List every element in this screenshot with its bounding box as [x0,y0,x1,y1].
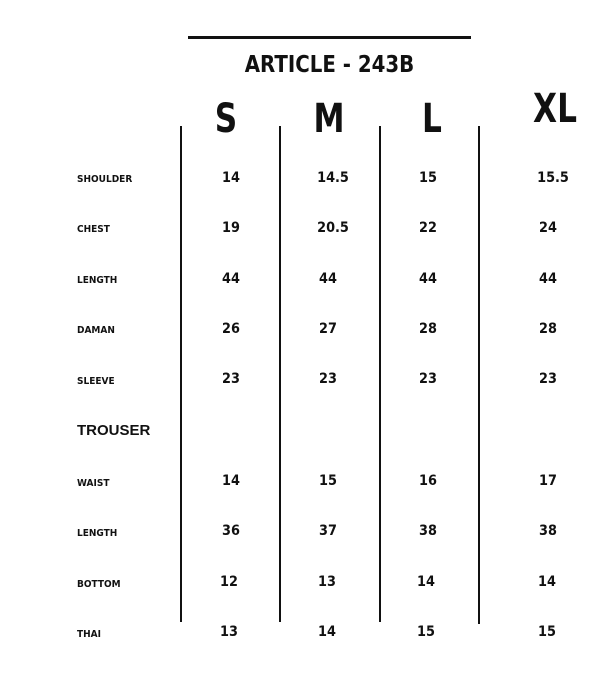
cell-value: 28 [419,321,437,337]
section-label-trouser: TROUSER [77,422,151,439]
row-label-thai: THAI [77,629,101,640]
row-label-waist: WAIST [77,478,110,489]
cell-value: 44 [539,271,557,287]
cell-value: 24 [539,220,557,236]
cell-value: 38 [419,523,437,539]
title-rule [188,36,471,39]
cell-value: 15 [319,473,337,489]
cell-value: 19 [222,220,240,236]
row-label-shoulder: SHOULDER [77,174,133,185]
cell-value: 23 [222,371,240,387]
column-divider [379,126,381,622]
cell-value: 14 [538,574,556,590]
column-divider [279,126,281,622]
row-label-chest: CHEST [77,224,110,235]
cell-value: 44 [419,271,437,287]
cell-value: 23 [319,371,337,387]
cell-value: 14 [417,574,435,590]
cell-value: 23 [539,371,557,387]
cell-value: 15.5 [537,170,569,186]
size-header-s: S [214,96,238,142]
column-divider [180,126,182,622]
cell-value: 38 [539,523,557,539]
cell-value: 15 [417,624,435,640]
cell-value: 14 [222,170,240,186]
cell-value: 14 [318,624,336,640]
cell-value: 14.5 [317,170,349,186]
cell-value: 15 [538,624,556,640]
size-header-xl: XL [533,86,577,132]
cell-value: 14 [222,473,240,489]
row-label-sleeve: SLEEVE [77,376,115,387]
cell-value: 22 [419,220,437,236]
cell-value: 36 [222,523,240,539]
cell-value: 17 [539,473,557,489]
row-label-length: LENGTH [77,528,118,539]
row-label-length: LENGTH [77,275,118,286]
cell-value: 26 [222,321,240,337]
cell-value: 13 [220,624,238,640]
cell-value: 37 [319,523,337,539]
cell-value: 27 [319,321,337,337]
article-title: ARTICLE - 243B [244,52,415,78]
cell-value: 20.5 [317,220,349,236]
cell-value: 23 [419,371,437,387]
cell-value: 15 [419,170,437,186]
cell-value: 12 [220,574,238,590]
cell-value: 13 [318,574,336,590]
cell-value: 44 [319,271,337,287]
cell-value: 44 [222,271,240,287]
row-label-daman: DAMAN [77,325,115,336]
size-header-m: M [313,96,345,142]
column-divider [478,126,480,624]
size-header-l: L [422,96,442,142]
cell-value: 28 [539,321,557,337]
cell-value: 16 [419,473,437,489]
row-label-bottom: BOTTOM [77,579,121,590]
